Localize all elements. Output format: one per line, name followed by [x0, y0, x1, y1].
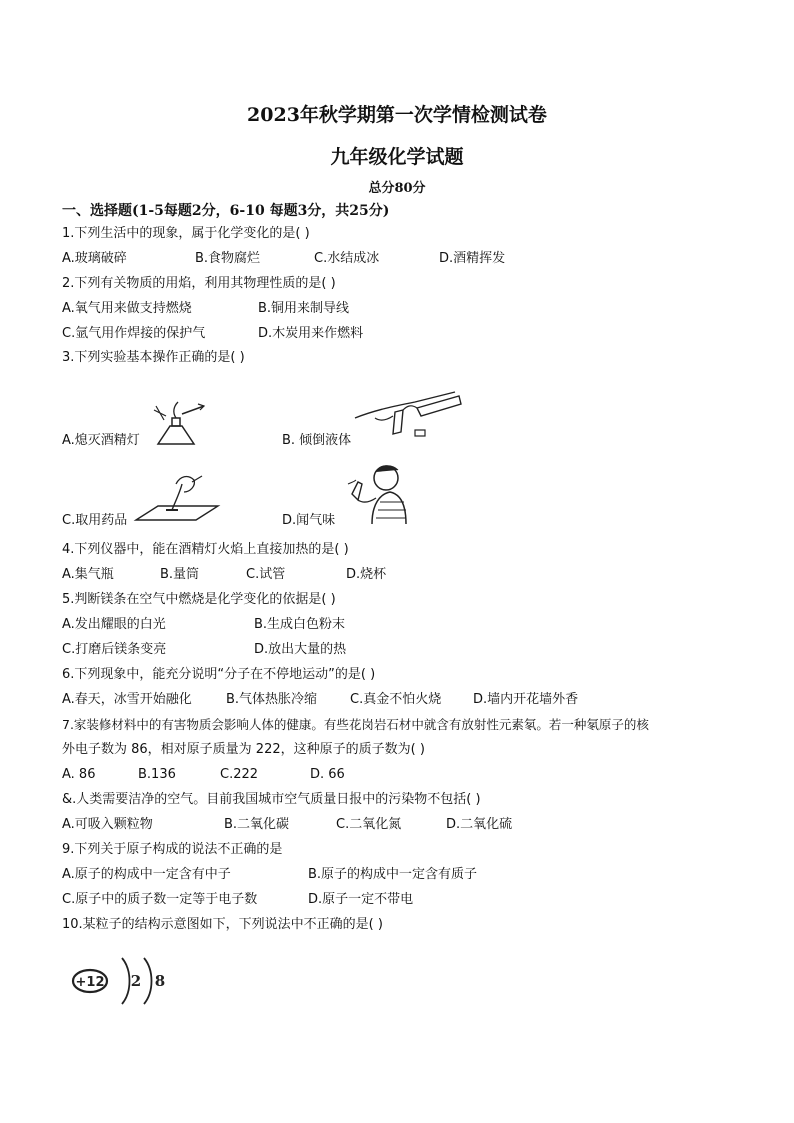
exam-title: 2023年秋学期第一次学情检测试卷: [247, 104, 547, 126]
pouring-liquid-illustration: [355, 388, 465, 440]
q3-stem: 3.下列实验基本操作正确的是( ): [62, 350, 245, 365]
q4-option-c: C.试管: [246, 567, 286, 582]
q7-stem-line1: 7.家装修材料中的有害物质会影响人体的健康。有些花岗岩石材中就含有放射性元素氡。若一种氡原子的核: [62, 717, 649, 732]
q7-option-b: B.136: [138, 767, 176, 782]
q3-option-c: C.取用药品: [62, 513, 128, 528]
q4-option-b: B.量筒: [160, 567, 200, 582]
q2-option-c: C.氩气用作焊接的保护气: [62, 326, 206, 341]
q8-option-a: A.可吸入颗粒物: [62, 817, 153, 832]
q1-stem: 1.下列生活中的现象，属于化学变化的是( ): [62, 226, 310, 241]
q1-option-d: D.酒精挥发: [439, 251, 506, 266]
q2-option-d: D.木炭用来作燃料: [258, 326, 364, 341]
q2-option-b: B.铜用来制导线: [258, 301, 350, 316]
exam-subtitle: 九年级化学试题: [330, 146, 464, 168]
total-score: 总分80分: [368, 181, 426, 196]
smelling-gas-illustration: [340, 460, 412, 526]
shell1-electrons: 2: [130, 972, 142, 990]
q1-option-a: A.玻璃破碎: [62, 251, 127, 266]
q2-option-a: A.氧气用来做支持燃烧: [62, 301, 192, 316]
q1-option-b: B.食物腐烂: [195, 251, 261, 266]
q3-option-a: A.熄灭酒精灯: [62, 433, 140, 448]
q6-option-a: A.春天，冰雪开始融化: [62, 692, 192, 707]
q8-option-c: C.二氧化氮: [336, 817, 402, 832]
q5-option-c: C.打磨后镁条变亮: [62, 642, 167, 657]
nucleus-charge: +12: [75, 975, 105, 990]
q7-stem-line2: 外电子数为 86，相对原子质量为 222，这种原子的质子数为( ): [62, 742, 425, 757]
q9-option-c: C.原子中的质子数一定等于电子数: [62, 892, 258, 907]
q6-option-c: C.真金不怕火烧: [350, 692, 442, 707]
q10-stem: 10.某粒子的结构示意图如下，下列说法中不正确的是( ): [62, 917, 383, 932]
q5-stem: 5.判断镁条在空气中燃烧是化学变化的依据是( ): [62, 592, 336, 607]
q1-option-c: C.水结成冰: [314, 251, 380, 266]
q6-option-b: B.气体热胀冷缩: [226, 692, 318, 707]
alcohol-lamp-illustration: [148, 400, 208, 446]
section-heading: 一、选择题(1-5每题2分，6-10 每题3分，共25分): [62, 203, 390, 219]
taking-chemical-illustration: [136, 470, 220, 522]
q8-stem: &.人类需要洁净的空气。目前我国城市空气质量日报中的污染物不包括( ): [62, 792, 481, 807]
q9-option-d: D.原子一定不带电: [308, 892, 414, 907]
q3-option-d: D.闻气味: [282, 513, 336, 528]
q4-option-d: D.烧杯: [346, 567, 387, 582]
q5-option-d: D.放出大量的热: [254, 642, 347, 657]
q4-option-a: A.集气瓶: [62, 567, 114, 582]
q6-stem: 6.下列现象中，能充分说明“分子在不停地运动”的是( ): [62, 667, 376, 682]
q9-stem: 9.下列关于原子构成的说法不正确的是: [62, 842, 283, 857]
q8-option-b: B.二氧化碳: [224, 817, 290, 832]
q9-option-a: A.原子的构成中一定含有中子: [62, 867, 231, 882]
atom-structure-diagram: [70, 950, 180, 1010]
q2-stem: 2.下列有关物质的用焰，利用其物理性质的是( ): [62, 276, 336, 291]
q6-option-d: D.墙内开花墙外香: [473, 692, 579, 707]
q5-option-a: A.发出耀眼的白光: [62, 617, 166, 632]
q7-option-c: C.222: [220, 767, 259, 782]
q8-option-d: D.二氧化硫: [446, 817, 513, 832]
q7-option-d: D. 66: [310, 767, 345, 782]
shell2-electrons: 8: [154, 972, 166, 990]
q9-option-b: B.原子的构成中一定含有质子: [308, 867, 478, 882]
q7-option-a: A. 86: [62, 767, 96, 782]
q4-stem: 4.下列仪器中，能在酒精灯火焰上直接加热的是( ): [62, 542, 349, 557]
q3-option-b: B. 倾倒液体: [282, 433, 352, 448]
q5-option-b: B.生成白色粉末: [254, 617, 346, 632]
